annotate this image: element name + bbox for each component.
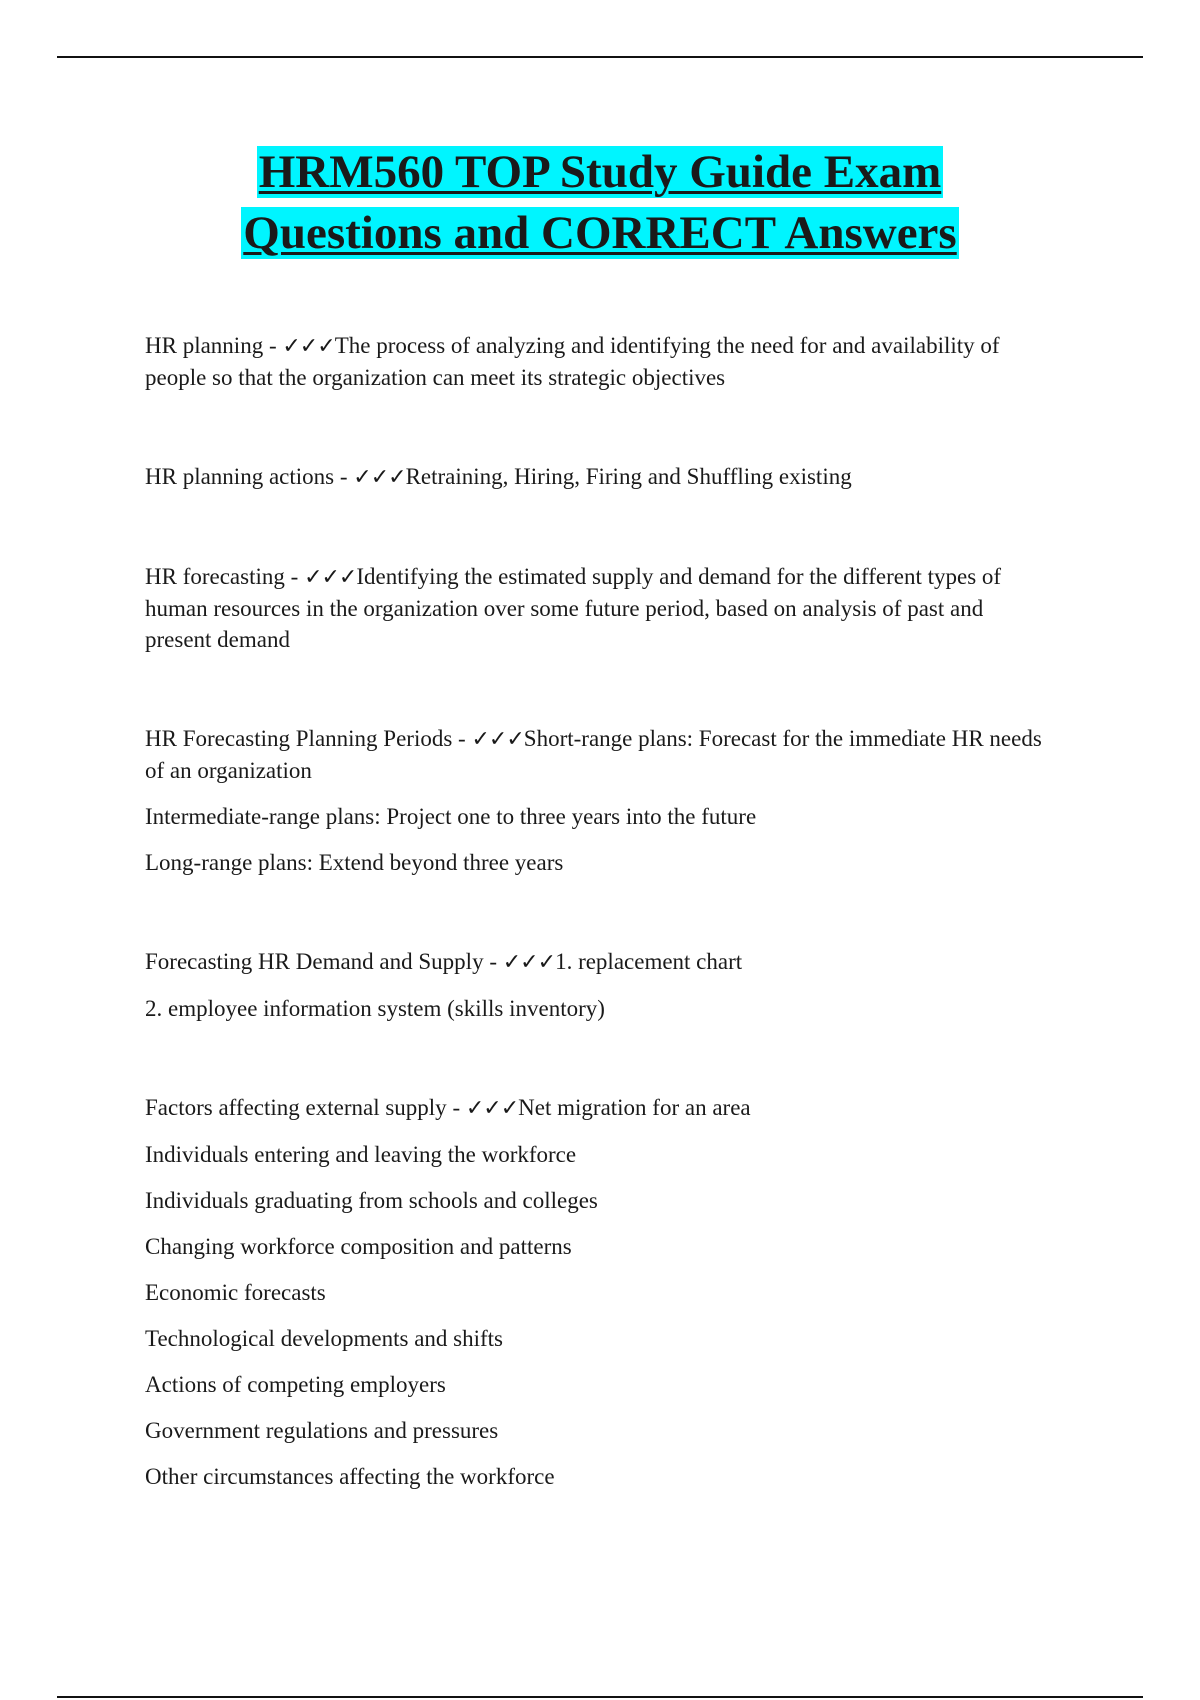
document-title (0, 142, 1200, 264)
question-term: HR forecasting (145, 564, 285, 589)
checkmark-icon: ✓✓✓ (304, 565, 357, 590)
answer-extra-line: Long-range plans: Extend beyond three years (145, 850, 564, 875)
answer-text: Retraining, Hiring, Firing and Shuffling existing (405, 464, 852, 489)
answer-extra-line: 2. employee information system (skills inventory) (145, 996, 605, 1021)
qa-entry (145, 946, 1055, 1024)
qa-entry (145, 723, 1055, 878)
answer-text: Net migration for an area (518, 1095, 751, 1120)
answer-extra-line: Technological developments and shifts (145, 1326, 503, 1351)
question-term: HR planning (145, 333, 264, 358)
answer-extra-line: Changing workforce composition and patterns (145, 1234, 572, 1259)
answer-extra-line: Actions of competing employers (145, 1372, 446, 1397)
qa-first-line (145, 946, 1055, 978)
separator: - (452, 726, 472, 751)
question-term: HR planning actions (145, 464, 335, 489)
answer-extra-line: Individuals graduating from schools and colleges (145, 1188, 598, 1213)
answer-text: The process of analyzing and identifying the need for and availability of people so that the organization can meet its strategic objectives (145, 333, 1000, 390)
qa-entry (145, 330, 1055, 393)
qa-first-line (145, 1092, 1055, 1124)
checkmark-icon: ✓✓✓ (502, 950, 556, 975)
question-term: Forecasting HR Demand and Supply (145, 949, 484, 974)
checkmark-icon: ✓✓✓ (282, 334, 335, 359)
checkmark-icon: ✓✓✓ (465, 1096, 519, 1121)
question-term: Factors affecting external supply (145, 1095, 447, 1120)
top-divider (57, 56, 1143, 58)
answer-text: Short-range plans: Forecast for the immediate HR needs of an organization (145, 726, 1042, 783)
checkmark-icon: ✓✓✓ (353, 465, 406, 490)
qa-entry (145, 1092, 1055, 1492)
separator: - (483, 949, 503, 974)
qa-entry (145, 461, 1055, 493)
answer-text: Identifying the estimated supply and demand for the different types of human resources in the organization over some future period, based on analysis of past and present demand (145, 564, 1002, 652)
title-line-2: Questions and CORRECT Answers (243, 207, 957, 259)
answer-extra-line: Intermediate-range plans: Project one to three years into the future (145, 804, 757, 829)
answer-extra-line: Other circumstances affecting the workforce (145, 1464, 555, 1489)
separator: - (263, 333, 283, 358)
answer-extra-line: Government regulations and pressures (145, 1418, 499, 1443)
separator: - (446, 1095, 466, 1120)
question-term: HR Forecasting Planning Periods (145, 726, 453, 751)
answer-extra-line: Individuals entering and leaving the workforce (145, 1142, 577, 1167)
qa-first-line (145, 461, 1055, 493)
separator: - (284, 564, 305, 589)
qa-first-line (145, 561, 1055, 655)
title-line-1: HRM560 TOP Study Guide Exam (258, 146, 942, 198)
qa-list (145, 330, 1055, 1560)
checkmark-icon: ✓✓✓ (471, 727, 524, 752)
bottom-divider (57, 1696, 1143, 1698)
qa-first-line (145, 330, 1055, 393)
answer-extra-line: Economic forecasts (145, 1280, 326, 1305)
separator: - (334, 464, 354, 489)
qa-first-line (145, 723, 1055, 786)
qa-entry (145, 561, 1055, 655)
answer-text: 1. replacement chart (555, 949, 743, 974)
